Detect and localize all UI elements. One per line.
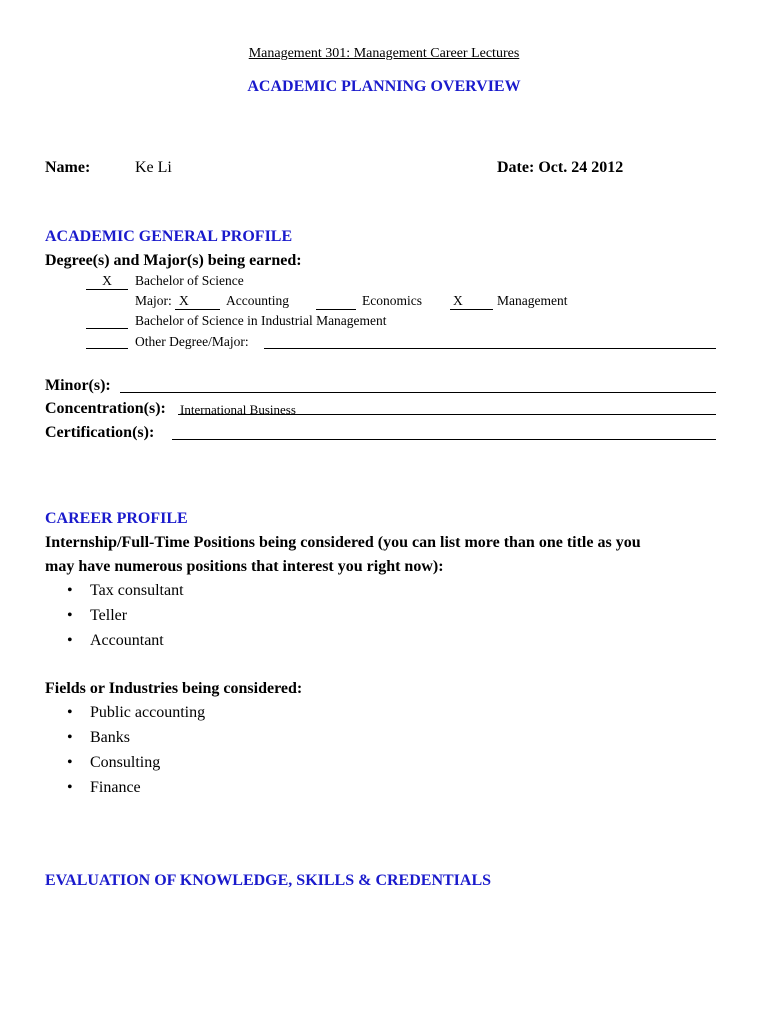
major-accounting-blank[interactable]: X: [175, 293, 220, 310]
bsim-label: Bachelor of Science in Industrial Management: [135, 313, 387, 328]
date-label: Date:: [497, 159, 535, 176]
other-checkbox-blank[interactable]: [86, 348, 128, 349]
bs-label: Bachelor of Science: [135, 273, 244, 288]
list-item: • Teller: [45, 606, 184, 631]
list-item: • Public accounting: [45, 703, 205, 728]
positions-prompt-line1: Internship/Full-Time Positions being considered (you can list more than one title as you: [45, 534, 641, 551]
other-degree-field[interactable]: [264, 348, 716, 349]
concentration-value: International Business: [180, 402, 296, 417]
evaluation-heading: EVALUATION OF KNOWLEDGE, SKILLS & CREDENTIALS: [45, 872, 492, 889]
concentration-label: Concentration(s):: [45, 400, 166, 417]
major-economics-label: Economics: [362, 293, 422, 308]
fields-prompt: Fields or Industries being considered:: [45, 680, 303, 697]
positions-prompt-line2: may have numerous positions that interest you right now):: [45, 558, 444, 575]
major-economics-blank[interactable]: [316, 293, 356, 310]
date-field: [497, 159, 623, 177]
list-item: • Finance: [45, 778, 205, 803]
course-title: Management 301: Management Career Lectures: [248, 46, 520, 61]
page-title: ACADEMIC PLANNING OVERVIEW: [247, 78, 521, 95]
certification-label: Certification(s):: [45, 424, 155, 441]
major-accounting-label: Accounting: [226, 293, 289, 308]
name-label: Name:: [45, 159, 91, 176]
date-value: Oct. 24 2012: [538, 159, 624, 176]
other-degree-label: Other Degree/Major:: [135, 334, 249, 349]
positions-list: [45, 581, 184, 656]
major-label: Major:: [135, 293, 172, 308]
certification-field[interactable]: [172, 439, 716, 440]
academic-profile-heading: ACADEMIC GENERAL PROFILE: [45, 228, 293, 245]
degrees-heading: Degree(s) and Major(s) being earned:: [45, 252, 302, 269]
minor-field[interactable]: [120, 392, 716, 393]
minor-label: Minor(s):: [45, 377, 111, 394]
major-management-label: Management: [497, 293, 568, 308]
bsim-checkbox-blank[interactable]: [86, 328, 128, 329]
bs-checkbox-blank[interactable]: X: [86, 273, 128, 290]
name-value: Ke Li: [135, 159, 172, 176]
career-profile-heading: CAREER PROFILE: [45, 510, 188, 527]
major-management-blank[interactable]: X: [450, 293, 493, 310]
concentration-field[interactable]: [178, 414, 716, 415]
list-item: • Banks: [45, 728, 205, 753]
fields-list: [45, 703, 205, 803]
list-item: • Consulting: [45, 753, 205, 778]
list-item: • Tax consultant: [45, 581, 184, 606]
list-item: • Accountant: [45, 631, 184, 656]
